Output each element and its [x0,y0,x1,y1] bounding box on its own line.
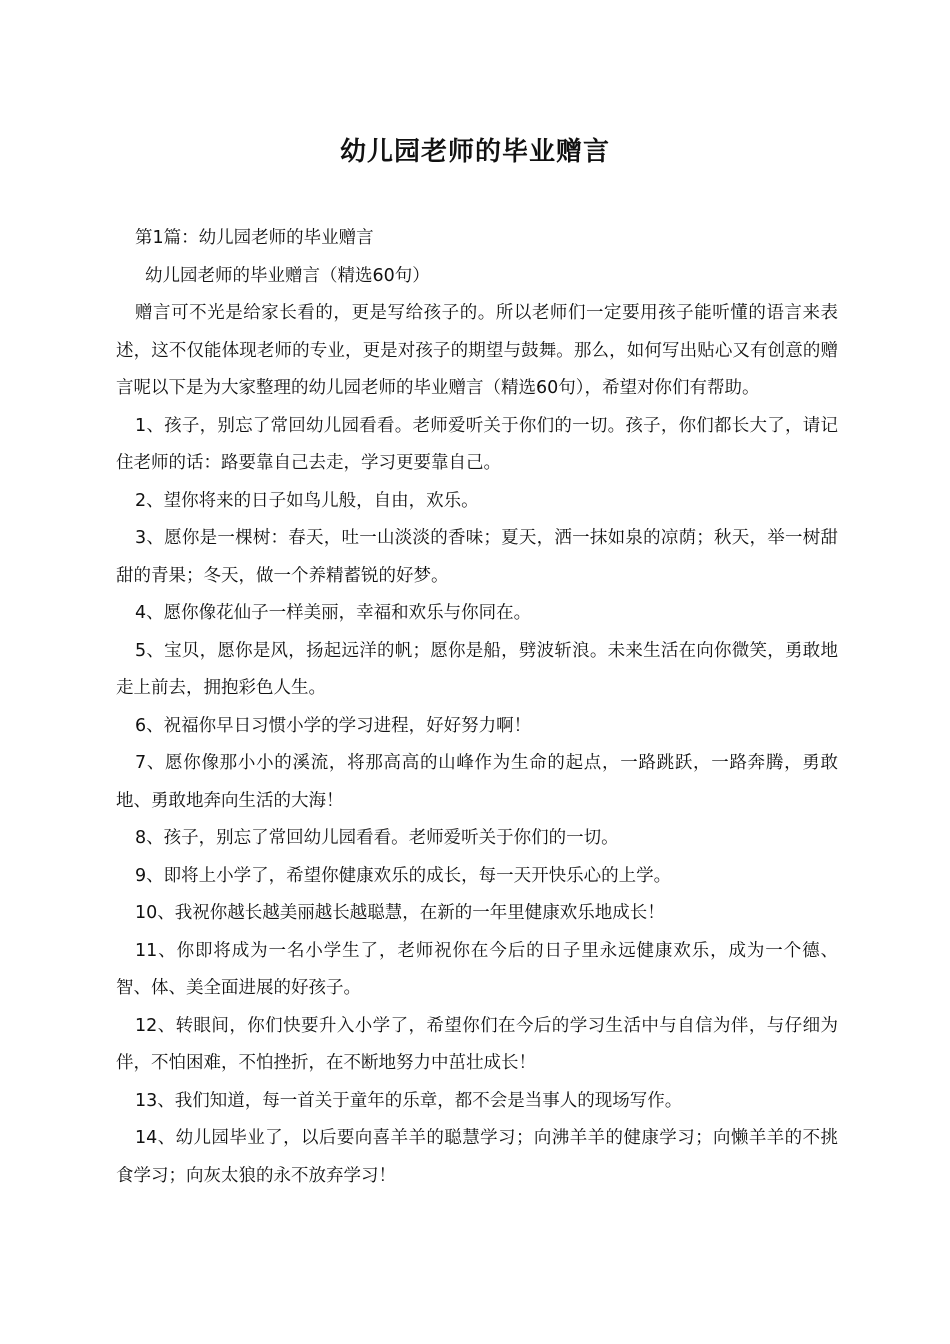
intro-paragraph: 赠言可不光是给家长看的，更是写给孩子的。所以老师们一定要用孩子能听懂的语言来表述，这不仅能体现老师的专业，更是对孩子的期望与鼓舞。那么，如何写出贴心又有创意的赠言呢以下是为大家整理的幼儿园老师的毕业赠言（精选60句），希望对你们有帮助。 [116,303,838,398]
list-item: 12、转眼间，你们快要升入小学了，希望你们在今后的学习生活中与自信为伴，与仔细为伴，不怕困难，不怕挫折，在不断地努力中茁壮成长！ [116,1015,838,1073]
list-item: 13、我们知道，每一首关于童年的乐章，都不会是当事人的现场写作。 [135,1090,683,1111]
list-item: 9、即将上小学了，希望你健康欢乐的成长，每一天开快乐心的上学。 [135,865,672,886]
list-item: 8、孩子，别忘了常回幼儿园看看。老师爱听关于你们的一切。 [135,828,619,848]
list-item: 3、愿你是一棵树：春天，吐一山淡淡的香味；夏天，洒一抹如泉的凉荫；秋天，举一树甜甜的青果；冬天，做一个养精蓄锐的好梦。 [116,528,838,586]
document-body [116,220,838,1195]
list-item: 1、孩子，别忘了常回幼儿园看看。老师爱听关于你们的一切。孩子，你们都长大了，请记住老师的话：路要靠自己去走，学习更要靠自己。 [116,415,838,473]
list-item: 14、幼儿园毕业了，以后要向喜羊羊的聪慧学习；向沸羊羊的健康学习；向懒羊羊的不挑食学习；向灰太狼的永不放弃学习！ [116,1128,838,1186]
list-item: 10、我祝你越长越美丽越长越聪慧，在新的一年里健康欢乐地成长！ [135,903,665,923]
list-item: 7、愿你像那小小的溪流，将那高高的山峰作为生命的起点，一路跳跃，一路奔腾，勇敢地、勇敢地奔向生活的大海！ [116,753,838,811]
list-item: 4、愿你像花仙子一样美丽，幸福和欢乐与你同在。 [135,603,532,623]
page-title: 幼儿园老师的毕业赠言 [339,137,610,167]
sub-heading: 幼儿园老师的毕业赠言（精选60句） [145,265,430,286]
list-item: 2、望你将来的日子如鸟儿般，自由，欢乐。 [135,490,479,511]
list-item: 6、祝福你早日习惯小学的学习进程，好好努力啊！ [135,715,532,736]
list-item: 11、你即将成为一名小学生了，老师祝你在今后的日子里永远健康欢乐，成为一个德、智、体、美全面进展的好孩子。 [116,940,838,998]
list-item: 5、宝贝，愿你是风，扬起远洋的帆；愿你是船，劈波斩浪。未来生活在向你微笑，勇敢地走上前去，拥抱彩色人生。 [116,640,838,698]
section-heading: 第1篇：幼儿园老师的毕业赠言 [135,228,374,248]
